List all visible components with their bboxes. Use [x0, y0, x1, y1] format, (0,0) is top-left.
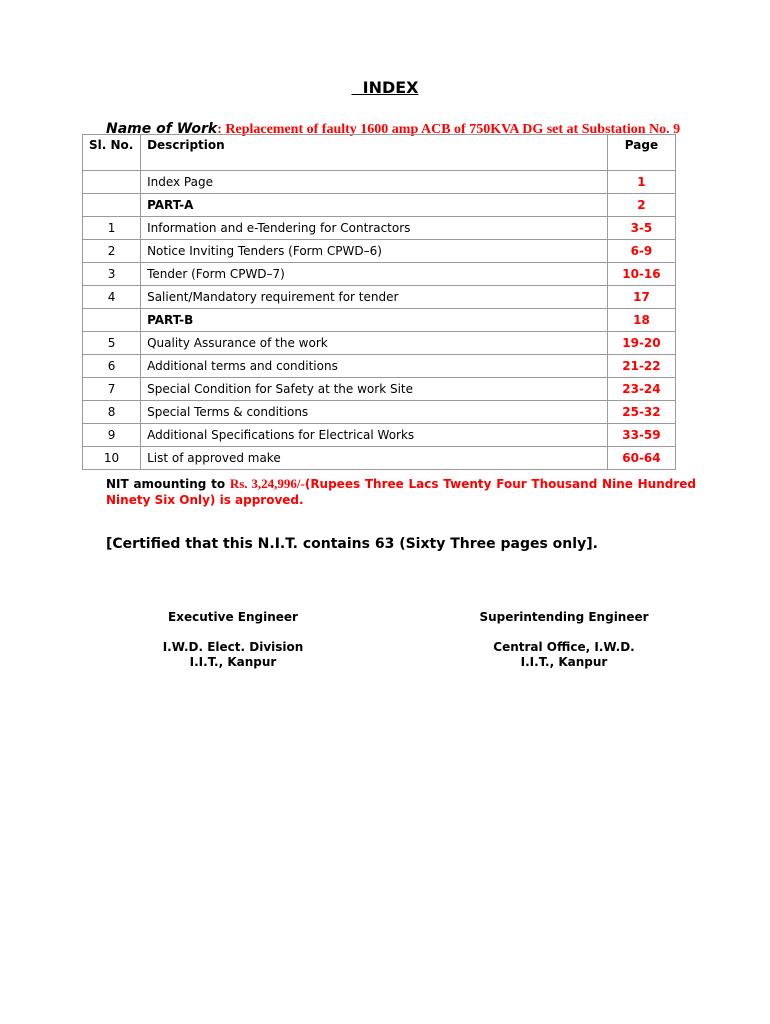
table-row	[83, 171, 676, 194]
name-of-work-label: Name of Work	[106, 121, 218, 137]
row-sl-no	[83, 171, 141, 194]
table-row	[83, 240, 676, 263]
row-page: 19-20	[607, 332, 675, 355]
row-page: 3-5	[607, 217, 675, 240]
row-sl-no: 6	[83, 355, 141, 378]
signature-block-left	[103, 610, 363, 670]
row-page: 10-16	[607, 263, 675, 286]
index-table	[82, 134, 676, 470]
row-sl-no: 10	[83, 447, 141, 470]
row-page: 2	[607, 194, 675, 217]
row-sl-no: 1	[83, 217, 141, 240]
table-header-row	[83, 135, 676, 171]
row-description: Index Page	[141, 171, 608, 194]
signature-left-designation: Executive Engineer	[168, 610, 298, 624]
signature-left-location: I.I.T., Kanpur	[189, 655, 277, 669]
row-sl-no: 5	[83, 332, 141, 355]
row-page: 6-9	[607, 240, 675, 263]
table-row	[83, 378, 676, 401]
row-description: Additional terms and conditions	[141, 355, 608, 378]
signature-left-office: I.W.D. Elect. Division	[162, 640, 304, 654]
row-description: Additional Specifications for Electrical Works	[141, 424, 608, 447]
header-page: Page	[607, 135, 675, 171]
row-sl-no: 4	[83, 286, 141, 309]
table-row	[83, 286, 676, 309]
nit-amount-words: (Rupees Three Lacs Twenty Four Thousand Nine Hundred Ninety Six Only) is approved.	[106, 477, 697, 507]
row-page: 1	[607, 171, 675, 194]
row-description: Special Terms & conditions	[141, 401, 608, 424]
table-row	[83, 194, 676, 217]
nit-amount: Rs. 3,24,996/-	[229, 476, 305, 491]
row-page: 60-64	[607, 447, 675, 470]
row-page: 25-32	[607, 401, 675, 424]
row-sl-no: 8	[83, 401, 141, 424]
row-page: 21-22	[607, 355, 675, 378]
name-of-work-text: : Replacement of faulty 1600 amp ACB of 750KVA DG set at Substation No. 9	[217, 122, 681, 137]
signature-right-location: I.I.T., Kanpur	[520, 655, 608, 669]
row-page: 23-24	[607, 378, 675, 401]
row-sl-no: 9	[83, 424, 141, 447]
table-row	[83, 355, 676, 378]
row-page: 33-59	[607, 424, 675, 447]
table-row	[83, 401, 676, 424]
row-description: Special Condition for Safety at the work Site	[141, 378, 608, 401]
row-page: 18	[607, 309, 675, 332]
table-row	[83, 447, 676, 470]
table-row	[83, 263, 676, 286]
signature-right-designation: Superintending Engineer	[479, 610, 649, 624]
row-sl-no	[83, 309, 141, 332]
row-sl-no: 2	[83, 240, 141, 263]
row-description: Salient/Mandatory requirement for tender	[141, 286, 608, 309]
certification-note: [Certified that this N.I.T. contains 63 (Sixty Three pages only].	[106, 536, 598, 552]
row-description: Quality Assurance of the work	[141, 332, 608, 355]
row-sl-no	[83, 194, 141, 217]
row-description: Information and e-Tendering for Contractors	[141, 217, 608, 240]
header-description: Description	[141, 135, 608, 171]
signature-right-office: Central Office, I.W.D.	[493, 640, 635, 654]
row-description: List of approved make	[141, 447, 608, 470]
table-row	[83, 309, 676, 332]
nit-amount-statement	[106, 476, 696, 508]
row-description: Tender (Form CPWD–7)	[141, 263, 608, 286]
row-description: Notice Inviting Tenders (Form CPWD–6)	[141, 240, 608, 263]
row-sl-no: 7	[83, 378, 141, 401]
nit-prefix: NIT amounting to	[106, 477, 230, 491]
row-description: PART-A	[141, 194, 608, 217]
page-title: INDEX	[351, 78, 419, 97]
table-row	[83, 424, 676, 447]
row-sl-no: 3	[83, 263, 141, 286]
signature-block-right	[434, 610, 694, 670]
row-page: 17	[607, 286, 675, 309]
row-description: PART-B	[141, 309, 608, 332]
header-sl-no: Sl. No.	[83, 135, 141, 171]
table-row	[83, 217, 676, 240]
table-row	[83, 332, 676, 355]
